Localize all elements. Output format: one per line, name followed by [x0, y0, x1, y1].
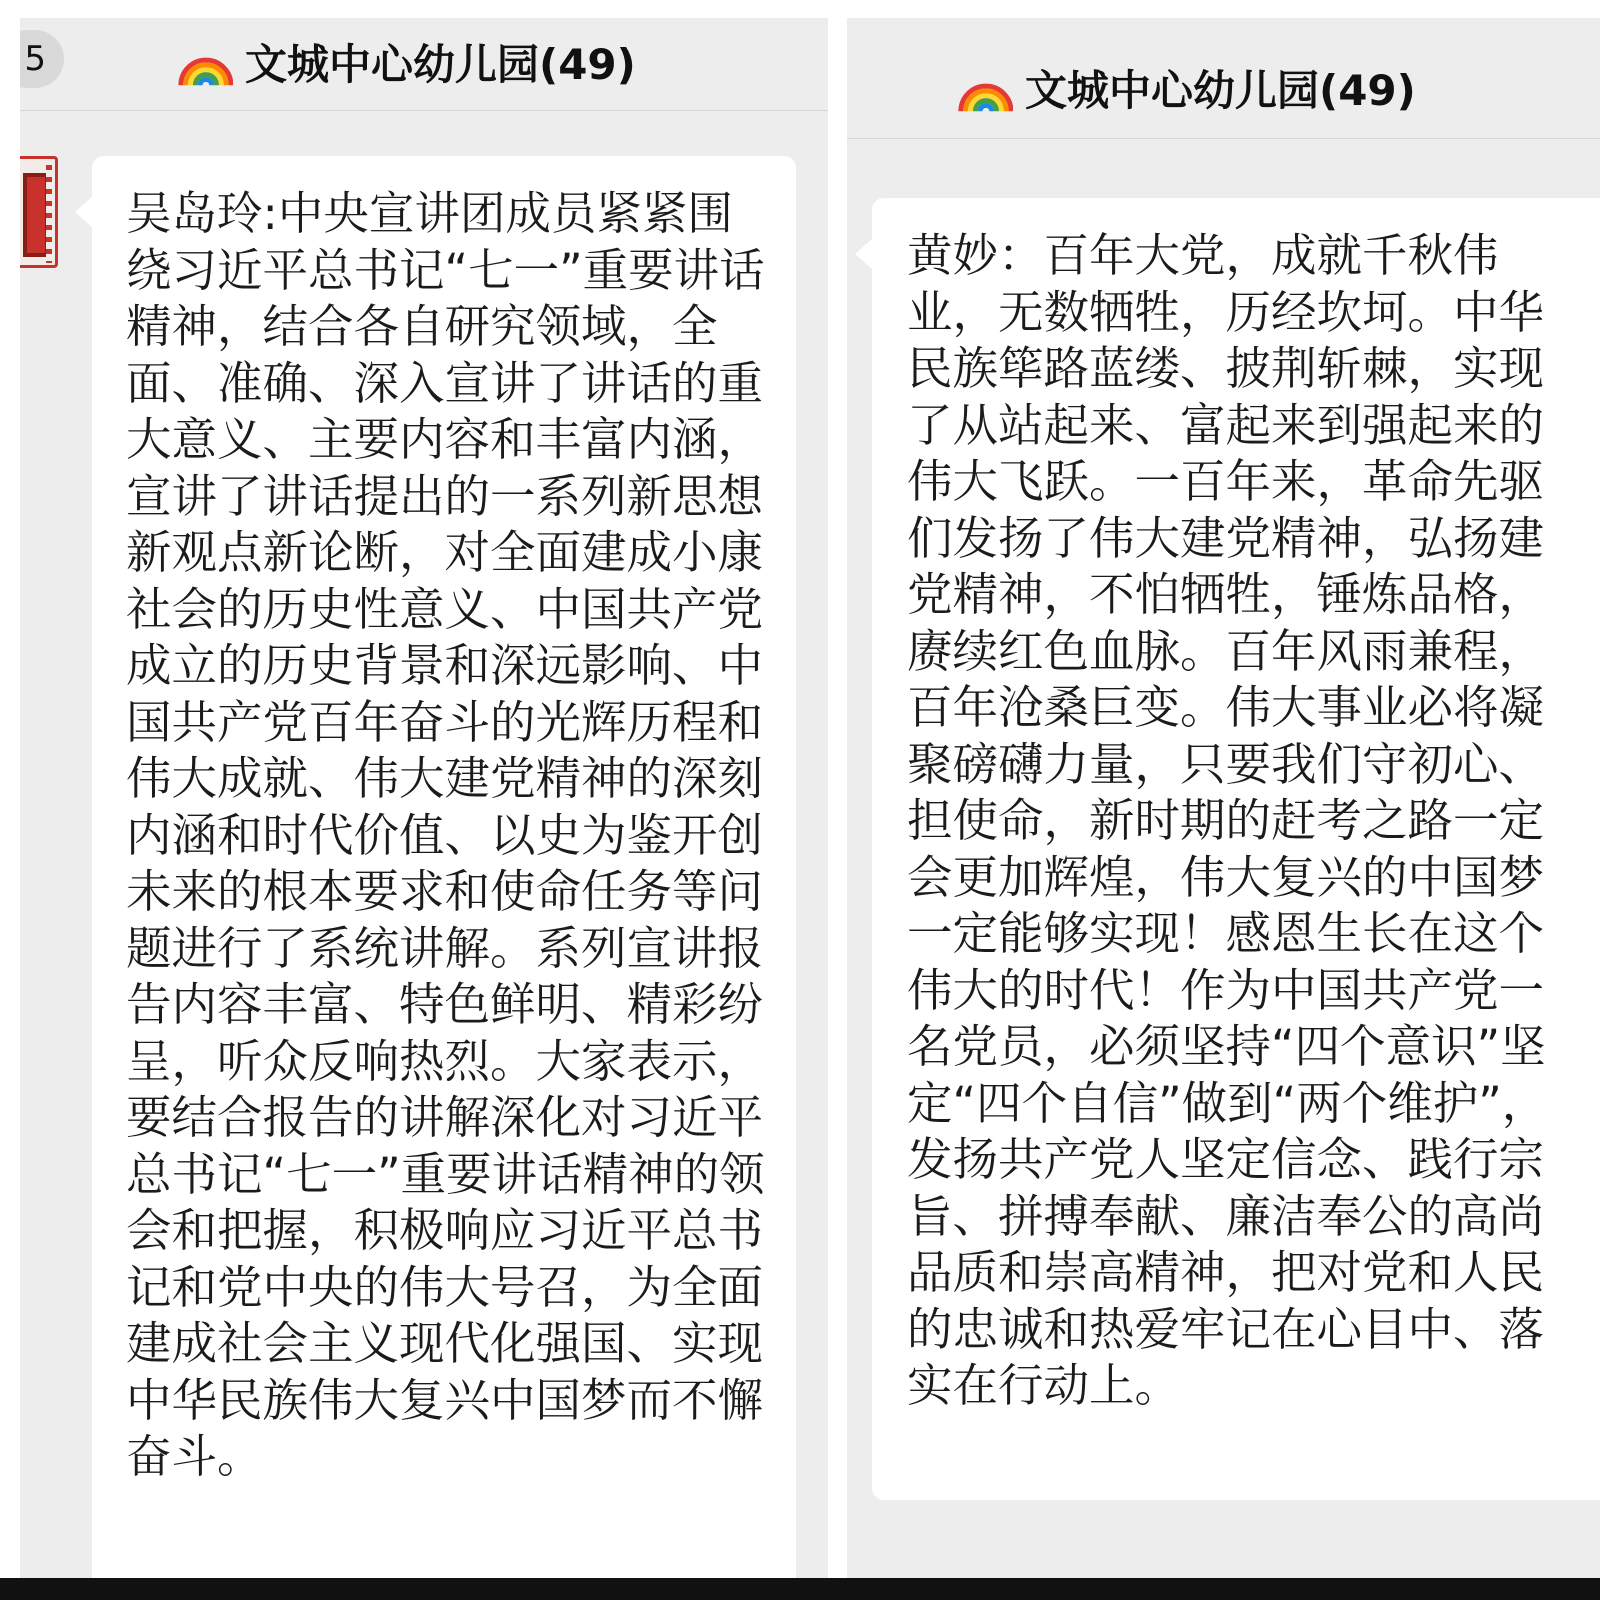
screenshot-divider: [828, 0, 847, 1578]
sender-avatar[interactable]: [20, 156, 58, 268]
message-text: 吴岛玲:中央宣讲团成员紧紧围绕习近平总书记“七一”重要讲话精神，结合各自研究领域，全面、准确、深入宣讲了讲话的重大意义、主要内容和丰富内涵，宣讲了讲话提出的一系列新思想新观点新论断，对全面建成小康社会的历史性意义、中国共产党成立的历史背景和深远影响、中国共产党百年奋斗的光辉历程和伟大成就、伟大建党精神的深刻内涵和时代价值、以史为鉴开创未来的根本要求和使命任务等问题进行了系统讲解。系列宣讲报告内容丰富、特色鲜明、精彩纷呈，听众反响热烈。大家表示，要结合报告的讲解深化对习近平总书记“七一”重要讲话精神的领会和把握，积极响应习近平总书记和党中央的伟大号召，为全面建成社会主义现代化强国、实现中华民族伟大复兴中国梦而不懈奋斗。: [126, 187, 765, 1483]
message-bubble[interactable]: [872, 198, 1600, 1500]
back-button-unread-count[interactable]: 5: [20, 30, 64, 88]
bottom-edge: [0, 1578, 1600, 1600]
message-bubble[interactable]: [92, 156, 796, 1578]
left-chat-screenshot: [20, 18, 828, 1578]
message-text: 黄妙：百年大党，成就千秋伟业，无数牺牲，历经坎坷。中华民族筚路蓝缕、披荆斩棘，实现了从站起来、富起来到强起来的伟大飞跃。一百年来，革命先驱们发扬了伟大建党精神，弘扬建党精神，不怕牺牲，锤炼品格，赓续红色血脉。百年风雨兼程，百年沧桑巨变。伟大事业必将凝聚磅礴力量，只要我们守初心、担使命，新时期的赶考之路一定会更加辉煌，伟大复兴的中国梦一定能够实现！感恩生长在这个伟大的时代！作为中国共产党一名党员，必须坚持“四个意识”坚定“四个自信”做到“两个维护”，发扬共产党人坚定信念、践行宗旨、拼搏奉献、廉洁奉公的高尚品质和崇高精神，把对党和人民的忠诚和热爱牢记在心目中、落实在行动上。: [907, 229, 1548, 1412]
chat-title-text: 文城中心幼儿园(49): [1025, 66, 1416, 115]
chat-title-text: 文城中心幼儿园(49): [245, 40, 636, 89]
chat-title[interactable]: [955, 52, 1416, 124]
rainbow-icon: [955, 59, 1013, 117]
rainbow-icon: [175, 33, 233, 91]
chat-header: [847, 18, 1600, 139]
right-chat-screenshot: [847, 18, 1600, 1578]
chat-header: [20, 18, 828, 111]
chat-title[interactable]: [175, 26, 636, 98]
